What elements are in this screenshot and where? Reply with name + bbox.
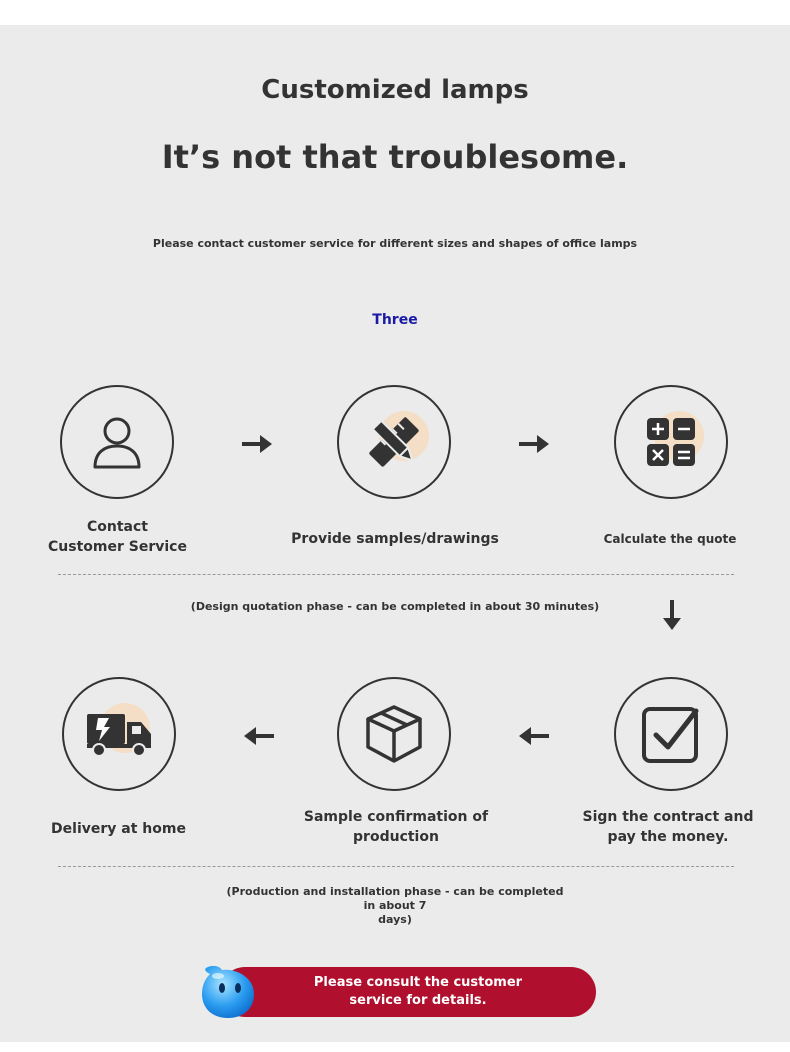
step-samples-label: Provide samples/drawings bbox=[291, 531, 499, 547]
pencil-ruler-icon bbox=[362, 410, 426, 474]
consult-button-line1: Please consult the customer bbox=[313, 975, 523, 990]
step-production-circle bbox=[337, 677, 451, 791]
step-quote-circle bbox=[614, 385, 728, 499]
step-production-label-line1: Sample confirmation of bbox=[303, 809, 489, 825]
step-contact-circle bbox=[60, 385, 174, 499]
step-contract-circle bbox=[614, 677, 728, 791]
arrow-down-icon bbox=[661, 598, 683, 632]
phase-divider bbox=[58, 574, 734, 575]
step-production-label-line2: production bbox=[353, 829, 439, 845]
truck-icon bbox=[85, 710, 153, 758]
consult-service-button[interactable] bbox=[220, 967, 596, 1017]
page-subtitle: Please contact customer service for different sizes and shapes of office lamps bbox=[152, 237, 638, 250]
design-phase-note: (Design quotation phase - can be completed in about 30 minutes) bbox=[190, 600, 600, 613]
arrow-right-icon bbox=[517, 433, 551, 455]
step-delivery-label: Delivery at home bbox=[51, 821, 186, 837]
step-production-label bbox=[296, 807, 496, 847]
step-samples-circle bbox=[337, 385, 451, 499]
production-phase-note bbox=[225, 885, 565, 927]
consult-button-line2: service for details. bbox=[349, 993, 487, 1008]
page-headline: It’s not that troublesome. bbox=[161, 138, 629, 176]
production-phase-note-line2: days) bbox=[378, 913, 412, 926]
step-count-label: Three bbox=[372, 312, 418, 328]
step-contract-label-line1: Sign the contract and bbox=[582, 809, 754, 825]
arrow-right-icon bbox=[240, 433, 274, 455]
step-quote-label: Calculate the quote bbox=[603, 532, 737, 546]
page-title: Customized lamps bbox=[261, 75, 529, 105]
step-contract-label bbox=[578, 807, 758, 847]
box-icon bbox=[364, 703, 424, 765]
step-contact-label bbox=[30, 517, 205, 557]
arrow-left-icon bbox=[242, 725, 276, 747]
user-icon bbox=[87, 412, 147, 472]
step-contact-label-line2: Customer Service bbox=[48, 539, 187, 555]
step-contract-label-line2: pay the money. bbox=[607, 829, 729, 845]
arrow-left-icon bbox=[517, 725, 551, 747]
calculator-icon bbox=[646, 417, 696, 467]
checkbox-icon bbox=[640, 703, 702, 765]
mascot-icon bbox=[198, 962, 258, 1020]
step-contact-label-line1: Contact bbox=[87, 519, 148, 535]
step-delivery-circle bbox=[62, 677, 176, 791]
production-phase-note-line1: (Production and installation phase - can be completed in about 7 bbox=[226, 885, 564, 912]
phase-divider bbox=[58, 866, 734, 867]
